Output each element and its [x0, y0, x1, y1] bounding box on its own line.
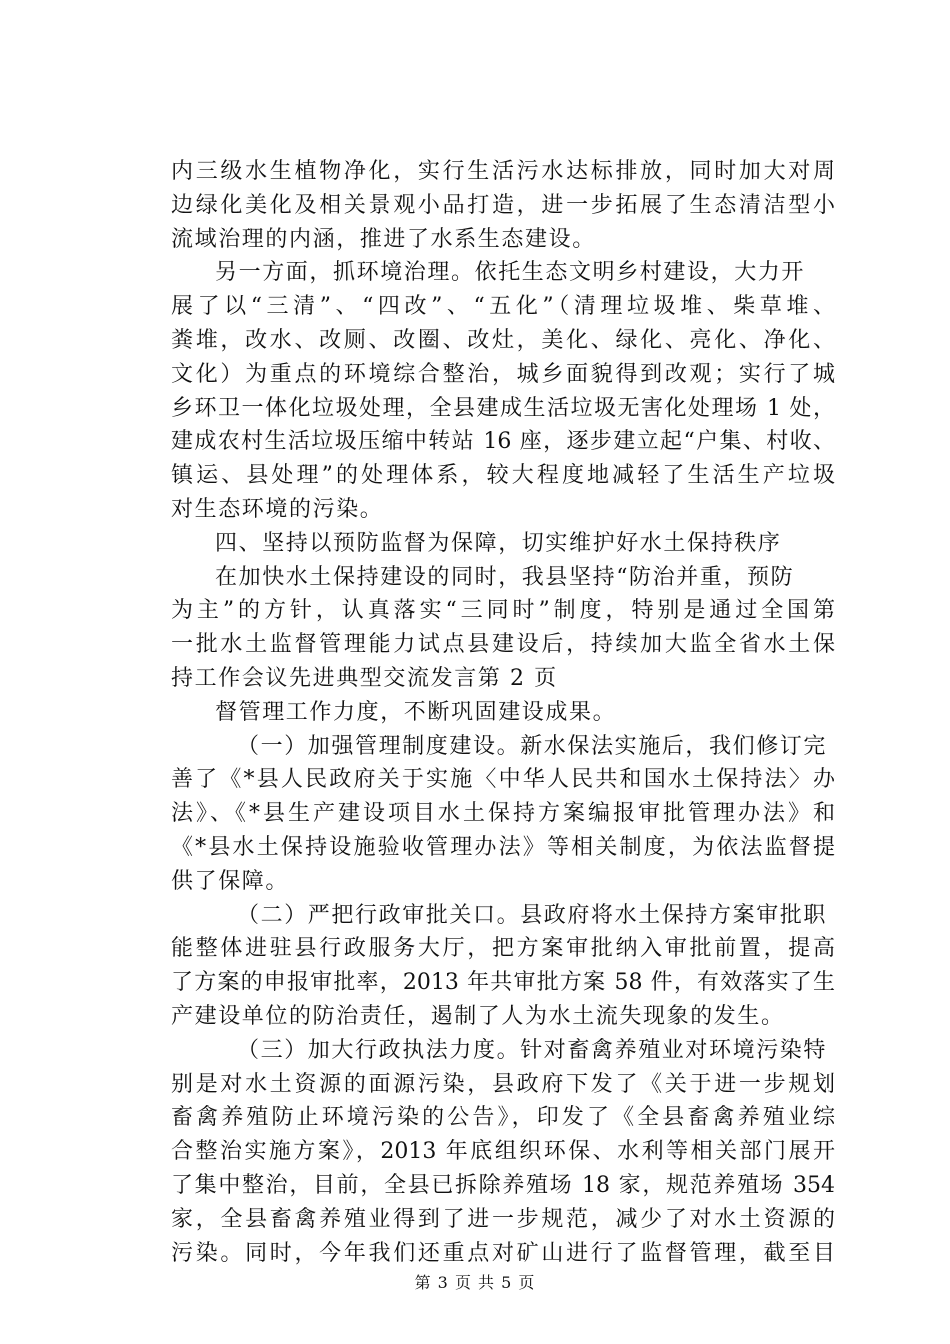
text-line: 持工作会议先进典型交流发言第 2 页: [171, 665, 558, 691]
text-line: 粪堆，改水、改厕、改圈、改灶，美化、绿化、亮化、净化、: [171, 327, 835, 353]
text-line: 镇运、县处理”的处理体系，较大程度地减轻了生活生产垃圾: [171, 463, 835, 489]
text-line: 供了保障。: [171, 868, 290, 894]
text-line: 对生态环境的污染。: [171, 496, 384, 522]
page-footer: 第 3 页 共 5 页: [414, 1273, 536, 1292]
text-line: 《*县水土保持设施验收管理办法》等相关制度，为依法监督提: [171, 834, 835, 860]
document-body: [171, 155, 835, 1270]
text-line: 了方案的申报审批率，2013 年共审批方案 58 件，有效落实了生: [171, 970, 835, 996]
text-line: （三）加大行政执法力度。针对畜禽养殖业对环境污染特: [237, 1037, 828, 1063]
text-line: （一）加强管理制度建设。新水保法实施后，我们修订完: [237, 733, 828, 759]
text-line: 在加快水土保持建设的同时，我县坚持“防治并重，预防: [215, 564, 795, 590]
text-line: 合整治实施方案》，2013 年底组织环保、水利等相关部门展开: [171, 1139, 835, 1165]
text-line: 展了以“三清”、“四改”、“五化”（清理垃圾堆、柴草堆、: [171, 294, 835, 320]
text-line: 内三级水生植物净化，实行生活污水达标排放，同时加大对周: [171, 159, 835, 184]
text-line: 了集中整治，目前，全县已拆除养殖场 18 家，规范养殖场 354: [171, 1172, 835, 1198]
text-line: 督管理工作力度，不断巩固建设成果。: [215, 699, 617, 725]
text-line: 善了《*县人民政府关于实施〈中华人民共和国水土保持法〉办: [171, 767, 835, 793]
text-line: 畜禽养殖防止环境污染的公告》，印发了《全县畜禽养殖业综: [171, 1105, 835, 1131]
text-line: 文化）为重点的环境综合整治，城乡面貌得到改观；实行了城: [171, 361, 835, 387]
text-line: 法》、《*县生产建设项目水土保持方案编报审批管理办法》和: [171, 801, 835, 827]
text-line: 污染。同时，今年我们还重点对矿山进行了监督管理，截至目: [171, 1240, 835, 1266]
text-line: （二）严把行政审批关口。县政府将水土保持方案审批职: [237, 902, 828, 928]
text-line: 乡环卫一体化垃圾处理，全县建成生活垃圾无害化处理场 1 处，: [171, 395, 835, 421]
text-line: 建成农村生活垃圾压缩中转站 16 座，逐步建立起“户集、村收、: [171, 429, 835, 455]
text-line: 能整体进驻县行政服务大厅，把方案审批纳入审批前置，提高: [171, 936, 835, 962]
text-line: 产建设单位的防治责任，遏制了人为水土流失现象的发生。: [171, 1003, 785, 1029]
text-line: 流域治理的内涵，推进了水系生态建设。: [171, 226, 596, 252]
text-line: 家，全县畜禽养殖业得到了进一步规范，减少了对水土资源的: [171, 1206, 835, 1232]
text-line: 另一方面，抓环境治理。依托生态文明乡村建设，大力开: [215, 260, 806, 286]
text-line: 别是对水土资源的面源污染，县政府下发了《关于进一步规划: [171, 1071, 835, 1097]
text-line: 为主”的方针，认真落实“三同时”制度，特别是通过全国第: [171, 598, 835, 624]
text-line: 边绿化美化及相关景观小品打造，进一步拓展了生态清洁型小: [171, 192, 835, 218]
text-line: 一批水土监督管理能力试点县建设后，持续加大监全省水土保: [171, 632, 835, 658]
text-line: 四、坚持以预防监督为保障，切实维护好水土保持秩序: [215, 530, 782, 556]
